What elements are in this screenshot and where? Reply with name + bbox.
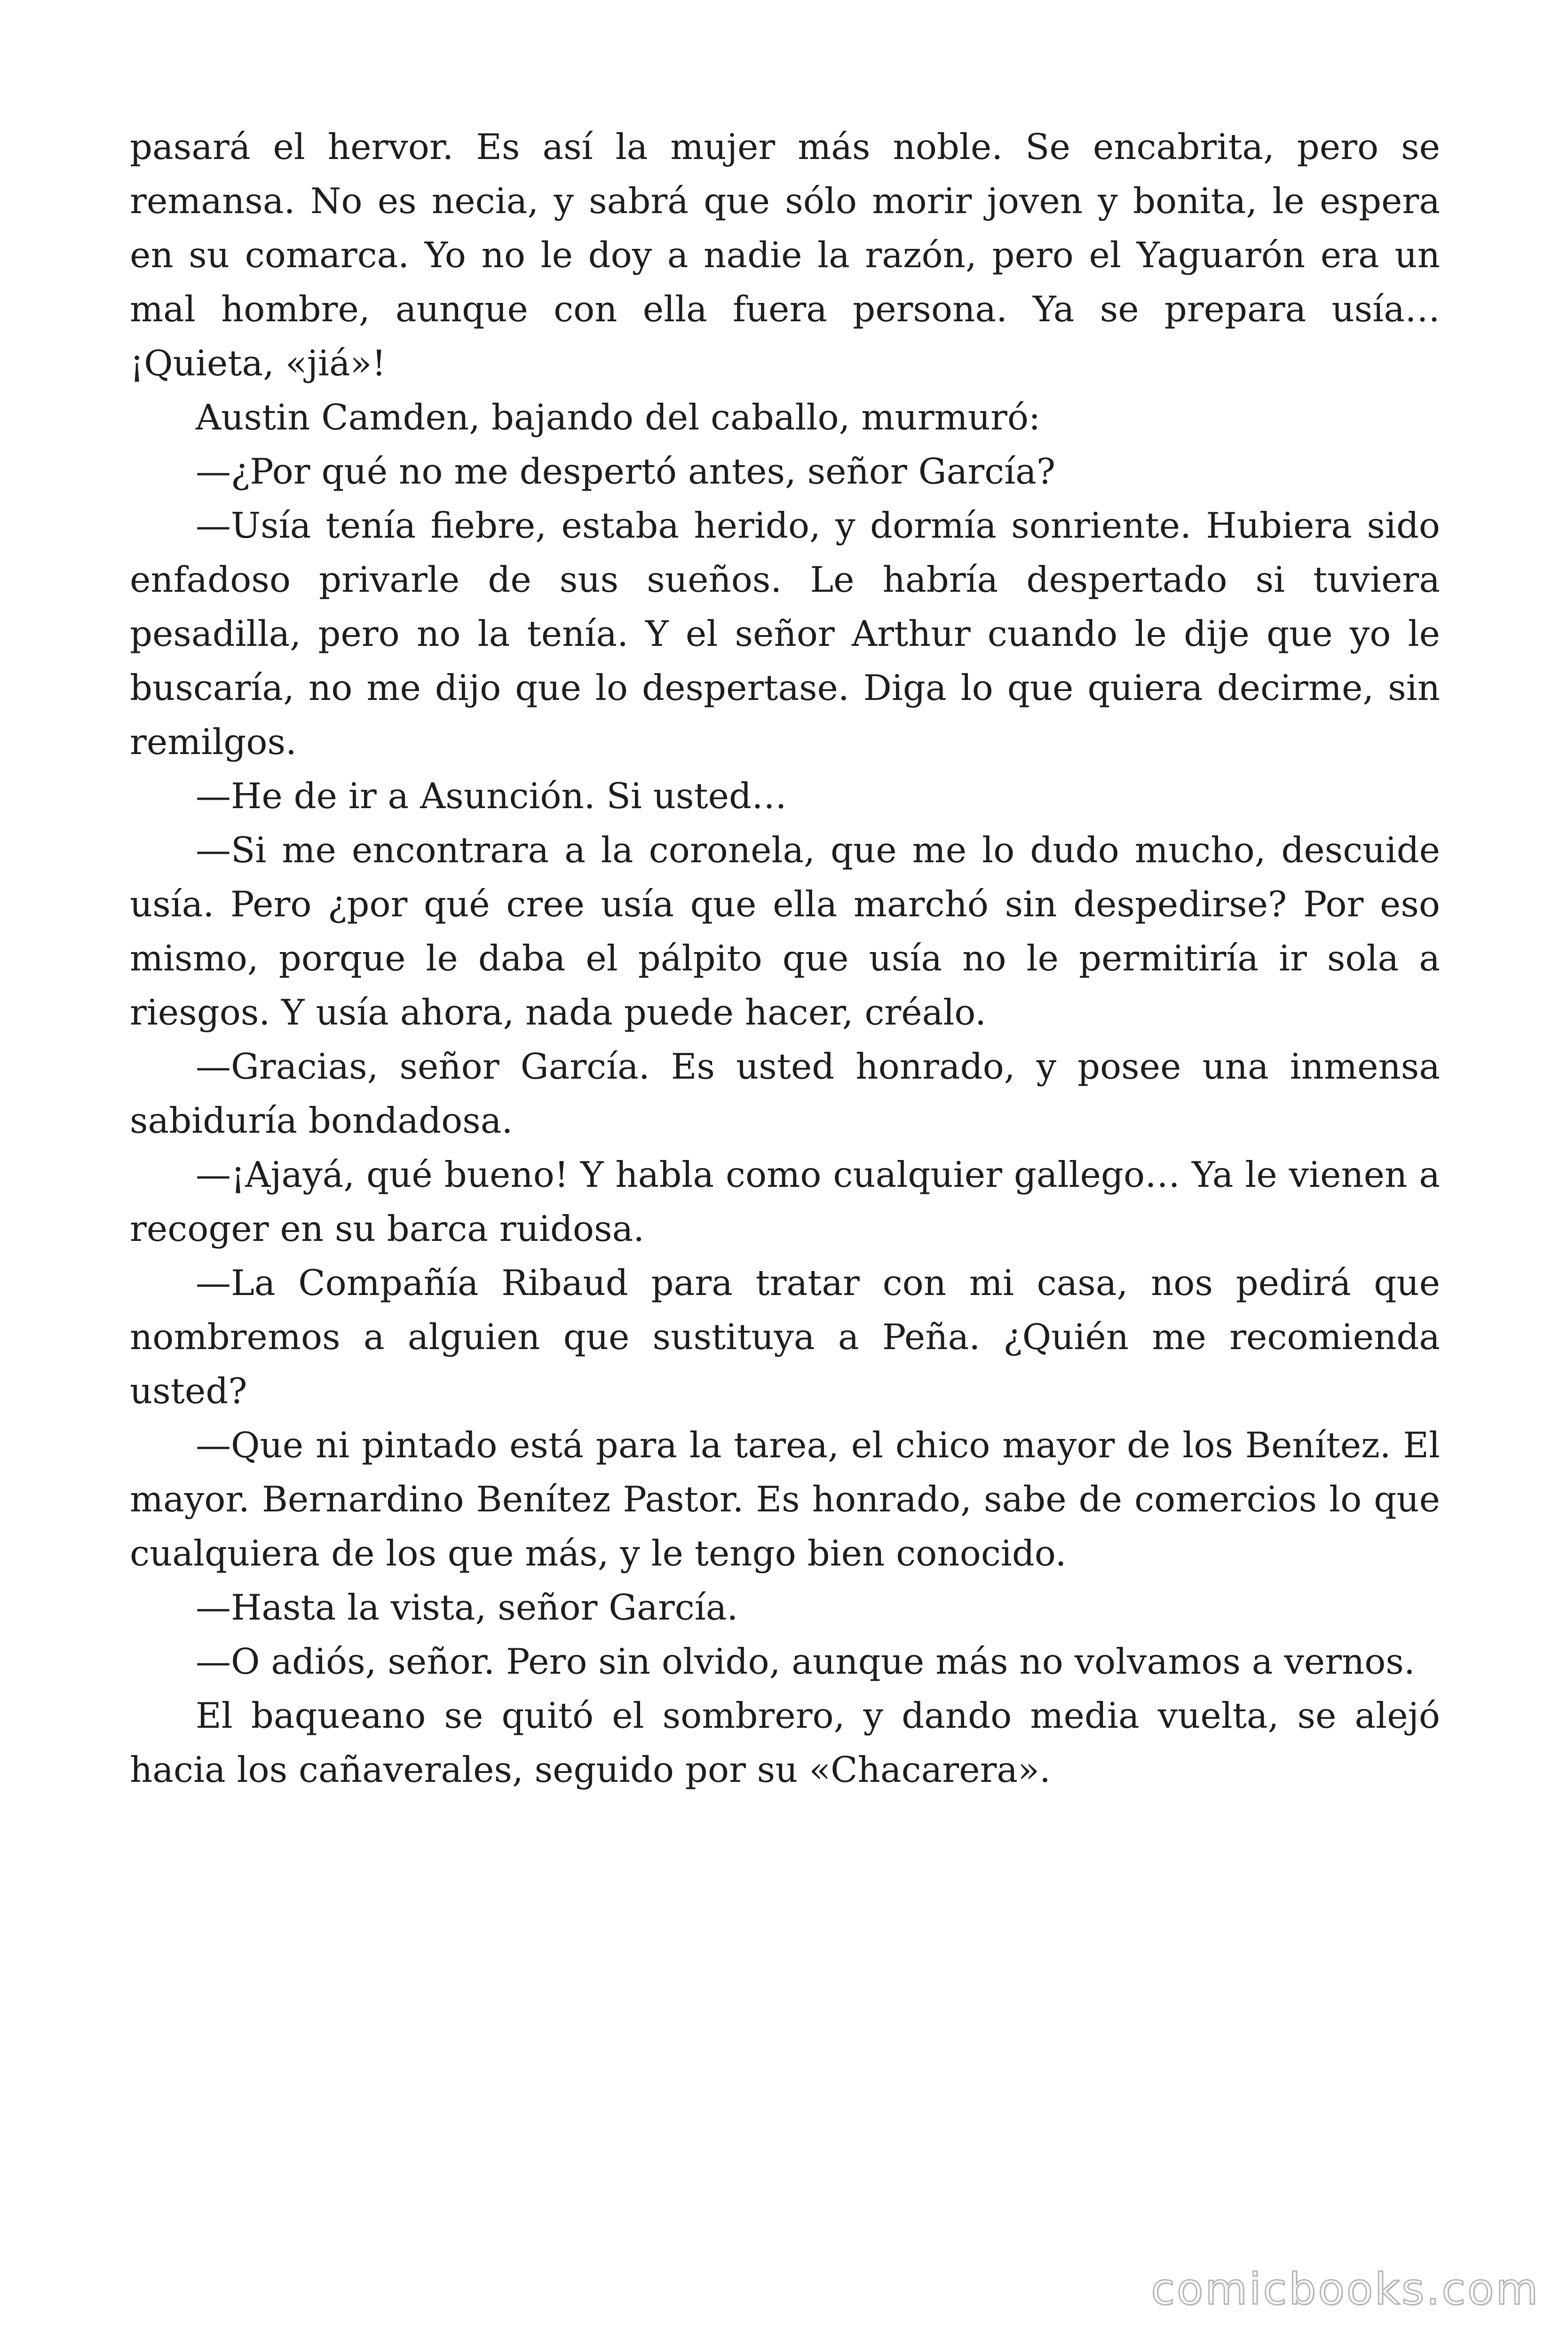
paragraph-8: —¡Ajayá, qué bueno! Y habla como cualquier gallego… Ya le vienen a recoger en su barca ruidosa. [130,1154,1440,1249]
watermark-text: comicbooks.com [1151,2264,1540,2314]
paragraph-3: —¿Por qué no me despertó antes, señor García? [196,451,1056,492]
paragraph-6: —Si me encontrara a la coronela, que me lo dudo mucho, descuide usía. Pero ¿por qué cree usía que ella marchó sin despedirse? Por eso mismo, porque le daba el pálpito que usía no le permitiría ir sola a riesgos. Y usía ahora, nada puede hacer, créalo. [130,829,1440,1033]
paragraph-10: —Que ni pintado está para la tarea, el chico mayor de los Benítez. El mayor. Bernardino Benítez Pastor. Es honrado, sabe de comercios lo que cualquiera de los que más, y le tengo bien conocido. [130,1424,1440,1574]
paragraph-7: —Gracias, señor García. Es usted honrado, y posee una inmensa sabiduría bondadosa. [130,1046,1440,1141]
paragraph-4: —Usía tenía fiebre, estaba herido, y dormía sonriente. Hubiera sido enfadoso privarle de sus sueños. Le habría despertado si tuviera pesadilla, pero no la tenía. Y el señor Arthur cuando le dije que yo le buscaría, no me dijo que lo despertase. Diga lo que quiera decirme, sin remilgos. [130,505,1440,763]
paragraph-1: pasará el hervor. Es así la mujer más noble. Se encabrita, pero se remansa. No es necia, y sabrá que sólo morir joven y bonita, le espera en su comarca. Yo no le doy a nadie la razón, pero el Yaguarón era un mal hombre, aunque con ella fuera persona. Ya se prepara usía… ¡Quieta, «jiá»! [130,126,1440,384]
paragraph-12: —O adiós, señor. Pero sin olvido, aunque más no volvamos a vernos. [196,1641,1415,1682]
paragraph-9: —La Compañía Ribaud para tratar con mi casa, nos pedirá que nombremos a alguien que sustituya a Peña. ¿Quién me recomienda usted? [130,1262,1440,1412]
paragraph-13: El baqueano se quitó el sombrero, y dando media vuelta, se alejó hacia los cañaverales, seguido por su «Chacarera». [130,1695,1440,1790]
paragraph-2: Austin Camden, bajando del caballo, murmuró: [196,397,1041,438]
paragraph-11: —Hasta la vista, señor García. [196,1587,738,1628]
body-text [130,120,1440,1797]
paragraph-5: —He de ir a Asunción. Si usted… [196,775,787,817]
